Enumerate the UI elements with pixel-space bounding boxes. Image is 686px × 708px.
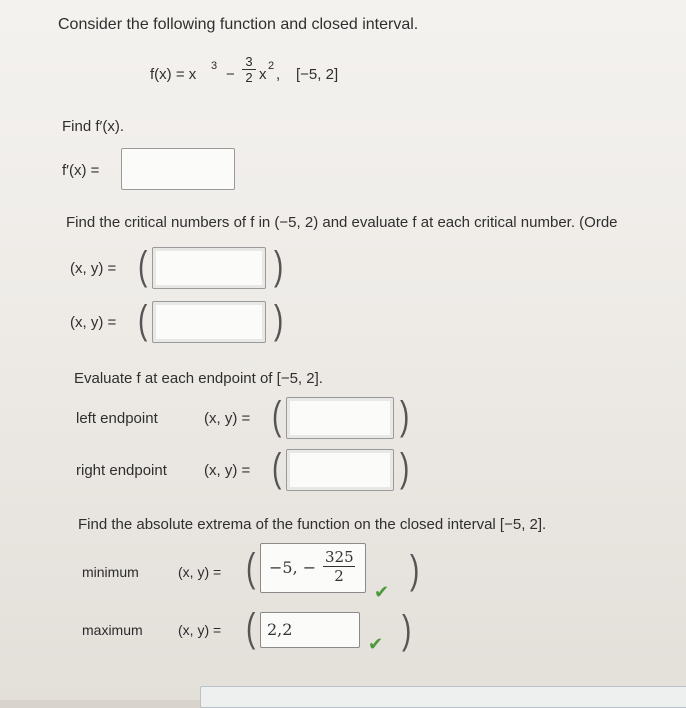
open-paren: ( xyxy=(137,298,148,342)
function-comma: , xyxy=(276,66,281,83)
derivative-input[interactable] xyxy=(121,148,235,190)
minimum-answer-fraction xyxy=(323,548,355,585)
open-paren: ( xyxy=(245,546,256,590)
close-paren: ) xyxy=(399,394,410,438)
left-endpoint-xy: (x, y) = xyxy=(204,410,251,427)
function-lhs: f(x) = x xyxy=(150,66,197,83)
maximum-answer: 2,2 xyxy=(267,620,293,639)
critical-label-1: (x, y) = xyxy=(70,260,117,277)
close-paren: ) xyxy=(401,608,412,652)
function-fraction xyxy=(242,54,256,85)
critical-input-1[interactable] xyxy=(152,247,266,289)
close-paren: ) xyxy=(273,298,284,342)
critical-input-2[interactable] xyxy=(152,301,266,343)
function-x2: x xyxy=(259,66,267,83)
minimum-answer-denominator: 2 xyxy=(334,567,344,585)
function-minus: − xyxy=(226,66,235,83)
left-endpoint-label: left endpoint xyxy=(76,410,158,427)
function-exp2: 2 xyxy=(268,60,275,72)
open-paren: ( xyxy=(245,606,256,650)
minimum-label: minimum xyxy=(82,564,139,580)
minimum-answer-numerator: 325 xyxy=(325,548,354,566)
right-endpoint-xy: (x, y) = xyxy=(204,462,251,479)
next-input-partial[interactable] xyxy=(200,686,686,708)
right-endpoint-input[interactable] xyxy=(286,449,394,491)
close-paren: ) xyxy=(399,446,410,490)
open-paren: ( xyxy=(271,446,282,490)
check-icon: ✔ xyxy=(368,634,384,654)
function-exp3: 3 xyxy=(211,60,218,72)
critical-prompt: Find the critical numbers of f in (−5, 2) and evaluate f at each critical number. (Orde xyxy=(66,214,618,231)
maximum-label: maximum xyxy=(82,622,143,638)
open-paren: ( xyxy=(271,394,282,438)
function-interval: [−5, 2] xyxy=(296,66,339,83)
fraction-numerator: 3 xyxy=(242,54,256,70)
derivative-label: f′(x) = xyxy=(62,162,100,179)
open-paren: ( xyxy=(137,244,148,288)
close-paren: ) xyxy=(273,244,284,288)
derivative-prompt: Find f′(x). xyxy=(62,118,124,135)
minimum-xy: (x, y) = xyxy=(178,564,222,580)
maximum-xy: (x, y) = xyxy=(178,622,222,638)
maximum-input[interactable] xyxy=(260,612,360,648)
critical-label-2: (x, y) = xyxy=(70,314,117,331)
left-endpoint-input[interactable] xyxy=(286,397,394,439)
extrema-prompt: Find the absolute extrema of the function on the closed interval [−5, 2]. xyxy=(78,516,547,533)
minimum-answer-x: −5, − xyxy=(269,558,317,577)
endpoints-prompt: Evaluate f at each endpoint of [−5, 2]. xyxy=(74,370,323,387)
check-icon: ✔ xyxy=(374,582,390,602)
right-endpoint-label: right endpoint xyxy=(76,462,167,479)
question-intro: Consider the following function and closed interval. xyxy=(58,16,419,33)
close-paren: ) xyxy=(409,548,420,592)
minimum-input[interactable] xyxy=(260,543,366,593)
fraction-denominator: 2 xyxy=(245,70,253,85)
